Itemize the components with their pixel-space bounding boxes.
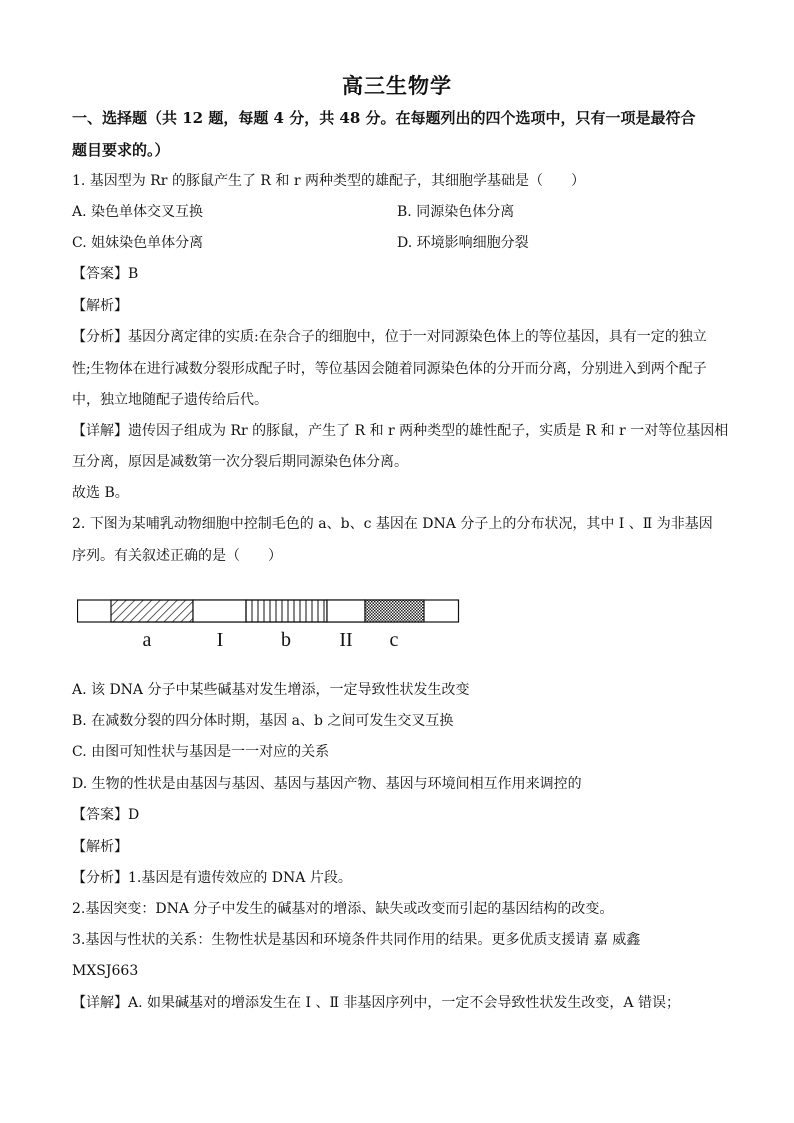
q2-option-b: B. 在减数分裂的四分体时期，基因 a、b 之间可发生交叉互换 xyxy=(72,713,454,729)
non-gene-segment-1 xyxy=(193,600,246,622)
q1-analysis-line: 性;生物体在进行减数分裂形成配子时，等位基因会随着同源染色体的分开而分离，分别进入到两个配子 xyxy=(72,361,707,377)
section-heading: 一、选择题（共 12 题，每题 4 分，共 48 分。在每题列出的四个选项中，只有一项是最符合 xyxy=(72,109,696,127)
non-gene-2-label: II xyxy=(339,629,353,651)
q1-detail-line: 互分离，原因是减数第一次分裂后期同源染色体分离。 xyxy=(72,454,408,470)
dna-gene-diagram xyxy=(77,598,467,658)
q2-answer: 【答案】D xyxy=(72,807,140,823)
q1-analysis-label: 【解析】 xyxy=(72,298,128,314)
q1-stem: 1. 基因型为 Rr 的豚鼠产生了 R 和 r 两种类型的雄配子，其细胞学基础是（ ） xyxy=(72,173,585,189)
q1-analysis-line: 【分析】基因分离定律的实质:在杂合子的细胞中，位于一对同源染色体上的等位基因，具有一定的独立 xyxy=(72,329,707,345)
q2-stem-line: 序列。有关叙述正确的是（ ） xyxy=(72,548,282,564)
gene-c-segment xyxy=(365,600,424,622)
section-heading-continued: 题目要求的。） xyxy=(72,141,170,159)
q2-analysis-line: 【分析】1.基因是有遗传效应的 DNA 片段。 xyxy=(72,870,352,886)
gene-a-segment xyxy=(111,600,193,622)
gene-a-label: a xyxy=(142,629,152,651)
q2-analysis-label: 【解析】 xyxy=(72,839,128,855)
gene-b-label: b xyxy=(281,629,291,651)
non-gene-1-label: I xyxy=(216,629,224,651)
q2-analysis-line: MXSJ663 xyxy=(72,963,139,979)
gene-b-segment xyxy=(246,600,327,622)
q2-detail-line: 【详解】A. 如果碱基对的增添发生在 Ⅰ 、Ⅱ 非基因序列中，一定不会导致性状发生改变，A 错误； xyxy=(72,995,680,1011)
q1-option-b: B. 同源染色体分离 xyxy=(397,204,515,220)
q1-option-d: D. 环境影响细胞分裂 xyxy=(397,235,529,251)
gene-c-label: c xyxy=(389,629,399,651)
q1-conclusion: 故选 B。 xyxy=(72,485,129,501)
q1-answer: 【答案】B xyxy=(72,266,139,282)
q2-analysis-line: 2.基因突变：DNA 分子中发生的碱基对的增添、缺失或改变而引起的基因结构的改变。 xyxy=(72,901,614,917)
q2-stem-line: 2. 下图为某哺乳动物细胞中控制毛色的 a、b、c 基因在 DNA 分子上的分布状况，其中 Ⅰ 、Ⅱ 为非基因 xyxy=(72,516,713,532)
q2-option-a: A. 该 DNA 分子中某些碱基对发生增添，一定导致性状发生改变 xyxy=(72,682,470,698)
q1-option-a: A. 染色单体交叉互换 xyxy=(72,204,204,220)
q1-option-c: C. 姐妹染色单体分离 xyxy=(72,235,204,251)
q1-analysis-line: 中，独立地随配子遗传给后代。 xyxy=(72,392,268,408)
q2-analysis-line: 3.基因与性状的关系：生物性状是基因和环境条件共同作用的结果。更多优质支援请 嘉 威鑫 xyxy=(72,932,641,948)
non-gene-segment-2 xyxy=(327,600,365,622)
q2-option-d: D. 生物的性状是由基因与基因、基因与基因产物、基因与环境间相互作用来调控的 xyxy=(72,776,582,792)
page-title: 高三生物学 xyxy=(342,73,452,98)
q1-detail-line: 【详解】遗传因子组成为 Rr 的豚鼠，产生了 R 和 r 两种类型的雄性配子，实质是 R 和 r 一对等位基因相 xyxy=(72,423,729,439)
q2-option-c: C. 由图可知性状与基因是一一对应的关系 xyxy=(72,744,330,760)
